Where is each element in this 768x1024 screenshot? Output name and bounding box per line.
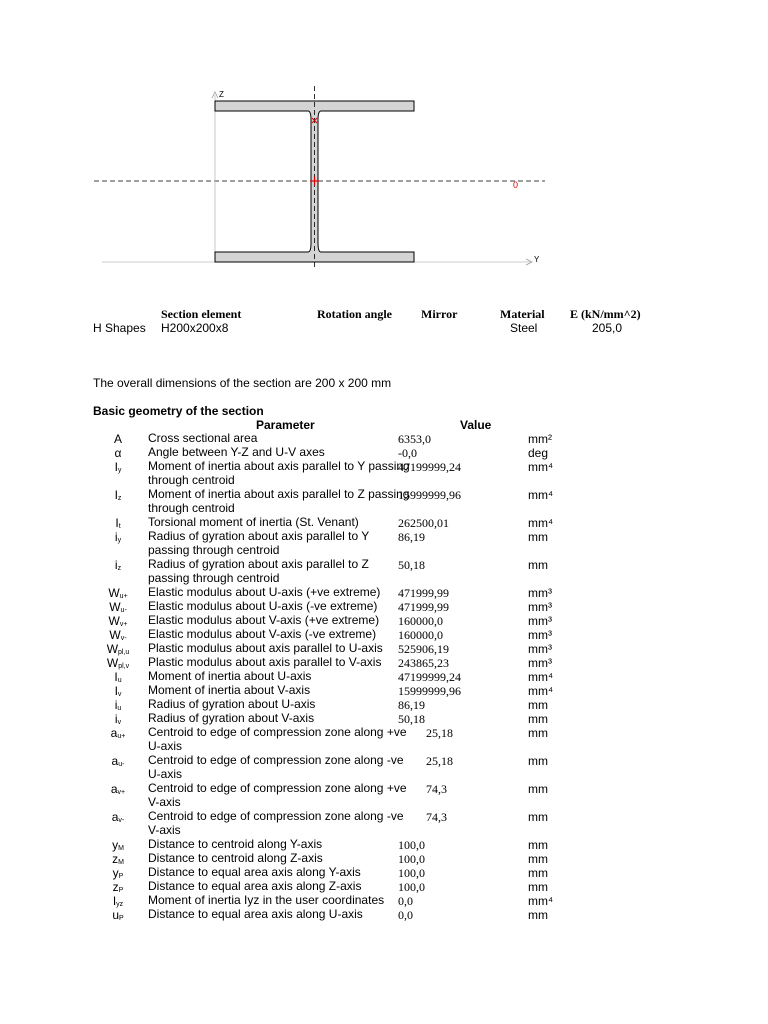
parameter-symbol-main: W — [109, 628, 121, 642]
parameter-unit: deg — [528, 446, 549, 460]
parameter-unit: mm — [528, 530, 548, 544]
parameter-symbol-subscript: v — [117, 691, 122, 698]
parameter-symbol — [90, 838, 146, 852]
geometry-row — [0, 782, 768, 810]
parameter-value: 160000,0 — [398, 614, 443, 628]
parameter-symbol — [90, 908, 146, 922]
parameter-symbol-main: I — [114, 684, 118, 698]
parameter-name: Elastic modulus about U-axis (+ve extreme) — [148, 585, 381, 599]
parameter-symbol-subscript: z — [117, 495, 122, 502]
geometry-row — [0, 530, 768, 558]
parameter-symbol — [90, 488, 146, 502]
parameter-unit: mm⁴ — [528, 894, 554, 908]
geometry-col-value: Value — [460, 418, 492, 432]
parameter-value: 25,18 — [426, 726, 453, 740]
parameter-name: Elastic modulus about U-axis (-ve extreme) — [148, 599, 378, 613]
geometry-col-parameter: Parameter — [256, 418, 315, 432]
parameter-value: 0,0 — [398, 908, 413, 922]
parameter-name: Radius of gyration about axis parallel to Y passing through centroid — [148, 529, 370, 557]
parameter-symbol-main: W — [108, 614, 120, 628]
header-rotation-angle: Rotation angle — [317, 307, 392, 321]
parameter-symbol-subscript: M — [118, 859, 124, 866]
parameter-name: Radius of gyration about U-axis — [148, 697, 316, 711]
parameter-symbol — [90, 432, 146, 446]
parameter-name: Plastic modulus about axis parallel to V-axis — [148, 655, 382, 669]
geometry-row — [0, 754, 768, 782]
section-material: Steel — [510, 321, 538, 335]
parameter-symbol — [90, 894, 146, 908]
parameter-symbol-main: z — [112, 880, 119, 894]
parameter-name: Elastic modulus about V-axis (+ve extreme) — [148, 613, 380, 627]
parameter-symbol-subscript: u+ — [119, 593, 128, 600]
parameter-value: 15999999,96 — [398, 488, 461, 502]
geometry-row — [0, 838, 768, 852]
geometry-row — [0, 460, 768, 488]
parameter-symbol — [90, 628, 146, 642]
parameter-symbol — [90, 446, 146, 460]
parameter-symbol-subscript: z — [117, 565, 122, 572]
parameter-symbol-subscript: v- — [120, 635, 127, 642]
geometry-row — [0, 670, 768, 684]
parameter-unit: mm — [528, 852, 548, 866]
parameter-symbol-main: I — [114, 488, 118, 502]
parameter-value: 471999,99 — [398, 600, 449, 614]
parameter-unit: mm⁴ — [528, 684, 554, 698]
parameter-symbol — [90, 516, 146, 530]
parameter-symbol-subscript: P — [119, 915, 124, 922]
parameter-unit: mm — [528, 558, 548, 572]
parameter-symbol-subscript: u- — [120, 607, 127, 614]
parameter-symbol-main: W — [109, 600, 121, 614]
parameter-symbol-main: W — [106, 656, 119, 670]
parameter-value: 86,19 — [398, 698, 425, 712]
parameter-symbol-main: A — [113, 432, 122, 446]
parameter-unit: mm⁴ — [528, 488, 554, 502]
parameter-symbol-main: a — [110, 782, 118, 796]
parameter-symbol — [90, 670, 146, 684]
parameter-value: 100,0 — [398, 838, 425, 852]
parameter-symbol — [90, 712, 146, 726]
centroid-angle-label: 0 — [513, 180, 519, 190]
parameter-value: 160000,0 — [398, 628, 443, 642]
geometry-row — [0, 488, 768, 516]
parameter-symbol-main: y — [112, 866, 119, 880]
parameter-symbol-main: a — [111, 754, 119, 768]
parameter-name: Torsional moment of inertia (St. Venant) — [148, 515, 359, 529]
geometry-row — [0, 628, 768, 642]
parameter-unit: mm — [528, 866, 548, 880]
parameter-symbol-main: z — [112, 852, 119, 866]
geometry-row — [0, 698, 768, 712]
parameter-symbol — [90, 726, 146, 740]
parameter-symbol-subscript: P — [118, 887, 124, 894]
parameter-name: Plastic modulus about axis parallel to U-axis — [148, 641, 383, 655]
parameter-symbol-subscript: u — [117, 677, 122, 684]
parameter-name: Distance to equal area axis along Y-axis — [148, 865, 361, 879]
parameter-symbol-main: a — [110, 726, 118, 740]
parameter-symbol-main: W — [106, 642, 119, 656]
parameter-symbol-subscript: t — [118, 523, 121, 530]
parameter-symbol-subscript: v+ — [119, 621, 128, 628]
parameter-name: Moment of inertia about axis parallel to Z passing through centroid — [148, 487, 410, 515]
parameter-symbol — [90, 810, 146, 824]
axis-z-label: Z — [219, 90, 224, 99]
geometry-row — [0, 852, 768, 866]
parameter-unit: mm — [528, 754, 548, 768]
parameter-symbol-main: I — [114, 670, 118, 684]
parameter-symbol-main: I — [112, 894, 117, 908]
geometry-row — [0, 432, 768, 446]
geometry-row — [0, 656, 768, 670]
parameter-value: 100,0 — [398, 852, 425, 866]
parameter-symbol-subscript: y — [117, 537, 122, 544]
parameter-unit: mm⁴ — [528, 460, 554, 474]
parameter-unit: mm — [528, 880, 548, 894]
parameter-symbol-subscript: u- — [118, 761, 125, 768]
header-section-element: Section element — [161, 307, 242, 321]
geometry-row — [0, 880, 768, 894]
parameter-symbol-subscript: v- — [118, 817, 125, 824]
parameter-symbol-subscript: yz — [116, 901, 124, 908]
parameter-symbol — [90, 684, 146, 698]
geometry-row — [0, 614, 768, 628]
geometry-row — [0, 642, 768, 656]
parameter-unit: mm⁴ — [528, 516, 554, 530]
geometry-row — [0, 446, 768, 460]
parameter-name: Moment of inertia about V-axis — [148, 683, 311, 697]
overall-dimensions-text: The overall dimensions of the section are 200 x 200 mm — [93, 376, 392, 390]
parameter-unit: mm³ — [528, 656, 552, 670]
section-element-name: H200x200x8 — [161, 321, 229, 335]
parameter-symbol — [90, 614, 146, 628]
geometry-row — [0, 586, 768, 600]
parameter-value: 15999999,96 — [398, 684, 461, 698]
parameter-unit: mm³ — [528, 642, 552, 656]
parameter-symbol-subscript: v — [117, 719, 122, 726]
section-drawing — [0, 0, 768, 300]
parameter-unit: mm² — [528, 432, 552, 446]
parameter-unit: mm³ — [528, 586, 552, 600]
parameter-value: 100,0 — [398, 866, 425, 880]
geometry-row — [0, 894, 768, 908]
geometry-row — [0, 810, 768, 838]
parameter-value: 74,3 — [426, 810, 447, 824]
parameter-symbol-main: i — [114, 530, 118, 544]
geometry-row — [0, 558, 768, 586]
parameter-value: 25,18 — [426, 754, 453, 768]
parameter-unit: mm — [528, 908, 548, 922]
parameter-name: Radius of gyration about V-axis — [148, 711, 315, 725]
parameter-name: Distance to centroid along Y-axis — [148, 837, 323, 851]
axis-y-label: Y — [534, 255, 540, 264]
parameter-symbol-main: u — [112, 908, 119, 922]
geometry-row — [0, 684, 768, 698]
parameter-symbol — [90, 782, 146, 796]
parameter-value: 47199999,24 — [398, 460, 461, 474]
parameter-symbol-main: W — [108, 586, 120, 600]
parameter-unit: mm³ — [528, 628, 552, 642]
parameter-unit: mm⁴ — [528, 670, 554, 684]
geometry-title: Basic geometry of the section — [93, 404, 264, 418]
parameter-symbol — [90, 642, 146, 656]
geometry-row — [0, 726, 768, 754]
parameter-symbol — [90, 656, 146, 670]
header-e-modulus: E (kN/mm^2) — [570, 307, 641, 321]
parameter-value: 0,0 — [398, 894, 413, 908]
parameter-symbol — [90, 530, 146, 544]
parameter-unit: mm — [528, 838, 548, 852]
parameter-name: Elastic modulus about V-axis (-ve extreme) — [148, 627, 377, 641]
parameter-symbol-subscript: v+ — [117, 789, 126, 796]
parameter-name: Centroid to edge of compression zone along -ve V-axis — [148, 809, 404, 837]
parameter-symbol-subscript: pl,v — [118, 663, 130, 670]
parameter-symbol-main: i — [114, 698, 118, 712]
parameter-value: 243865,23 — [398, 656, 449, 670]
geometry-row — [0, 712, 768, 726]
parameter-value: 471999,99 — [398, 586, 449, 600]
parameter-name: Distance to equal area axis along U-axis — [148, 907, 363, 921]
header-material: Material — [500, 307, 545, 321]
parameter-symbol-subscript: u — [117, 705, 122, 712]
parameter-name: Distance to equal area axis along Z-axis — [148, 879, 362, 893]
parameter-value: -0,0 — [398, 446, 417, 460]
parameter-value: 525906,19 — [398, 642, 449, 656]
parameter-symbol — [90, 558, 146, 572]
parameter-unit: mm³ — [528, 600, 552, 614]
parameter-symbol-main: i — [114, 558, 118, 572]
parameter-name: Distance to centroid along Z-axis — [148, 851, 323, 865]
geometry-row — [0, 600, 768, 614]
parameter-symbol-main: a — [111, 810, 119, 824]
parameter-symbol — [90, 880, 146, 894]
parameter-value: 100,0 — [398, 880, 425, 894]
parameter-name: Moment of inertia about U-axis — [148, 669, 312, 683]
parameter-name: Centroid to edge of compression zone along -ve U-axis — [148, 753, 404, 781]
parameter-symbol — [90, 460, 146, 474]
parameter-symbol-main: i — [114, 712, 118, 726]
parameter-unit: mm — [528, 810, 548, 824]
parameter-unit: mm — [528, 712, 548, 726]
parameter-value: 86,19 — [398, 530, 425, 544]
parameter-symbol — [90, 586, 146, 600]
parameter-unit: mm — [528, 726, 548, 740]
parameter-name: Moment of inertia about axis parallel to Y passing through centroid — [148, 459, 410, 487]
parameter-unit: mm — [528, 698, 548, 712]
parameter-symbol — [90, 600, 146, 614]
parameter-symbol — [90, 866, 146, 880]
geometry-row — [0, 516, 768, 530]
parameter-symbol-subscript: u+ — [117, 733, 126, 740]
parameter-symbol-subscript: P — [118, 873, 124, 880]
parameter-value: 50,18 — [398, 712, 425, 726]
parameter-unit: mm³ — [528, 614, 552, 628]
parameter-name: Angle between Y-Z and U-V axes — [148, 445, 325, 459]
parameter-value: 50,18 — [398, 558, 425, 572]
section-e-modulus: 205,0 — [592, 321, 623, 335]
parameter-unit: mm — [528, 782, 548, 796]
parameter-symbol-main: I — [115, 516, 119, 530]
parameter-symbol-subscript: pl,u — [118, 649, 130, 656]
parameter-symbol-main: y — [112, 838, 119, 852]
parameter-value: 6353,0 — [398, 432, 431, 446]
parameter-symbol — [90, 852, 146, 866]
parameter-symbol — [90, 754, 146, 768]
parameter-name: Centroid to edge of compression zone along +ve U-axis — [148, 725, 407, 753]
parameter-value: 47199999,24 — [398, 670, 461, 684]
parameter-name: Centroid to edge of compression zone along +ve V-axis — [148, 781, 407, 809]
parameter-symbol-main: I — [114, 460, 118, 474]
header-mirror: Mirror — [421, 307, 458, 321]
parameter-name: Moment of inertia Iyz in the user coordinates — [148, 893, 385, 907]
section-type: H Shapes — [93, 321, 146, 335]
parameter-value: 74,3 — [426, 782, 447, 796]
geometry-row — [0, 866, 768, 880]
geometry-row — [0, 908, 768, 922]
parameter-symbol — [90, 698, 146, 712]
parameter-name: Cross sectional area — [148, 431, 258, 445]
parameter-name: Radius of gyration about axis parallel to Z passing through centroid — [148, 557, 369, 585]
parameter-symbol-subscript: M — [118, 845, 124, 852]
parameter-symbol-main: α — [114, 446, 122, 460]
parameter-symbol-subscript: y — [117, 467, 122, 474]
parameter-value: 262500,01 — [398, 516, 449, 530]
